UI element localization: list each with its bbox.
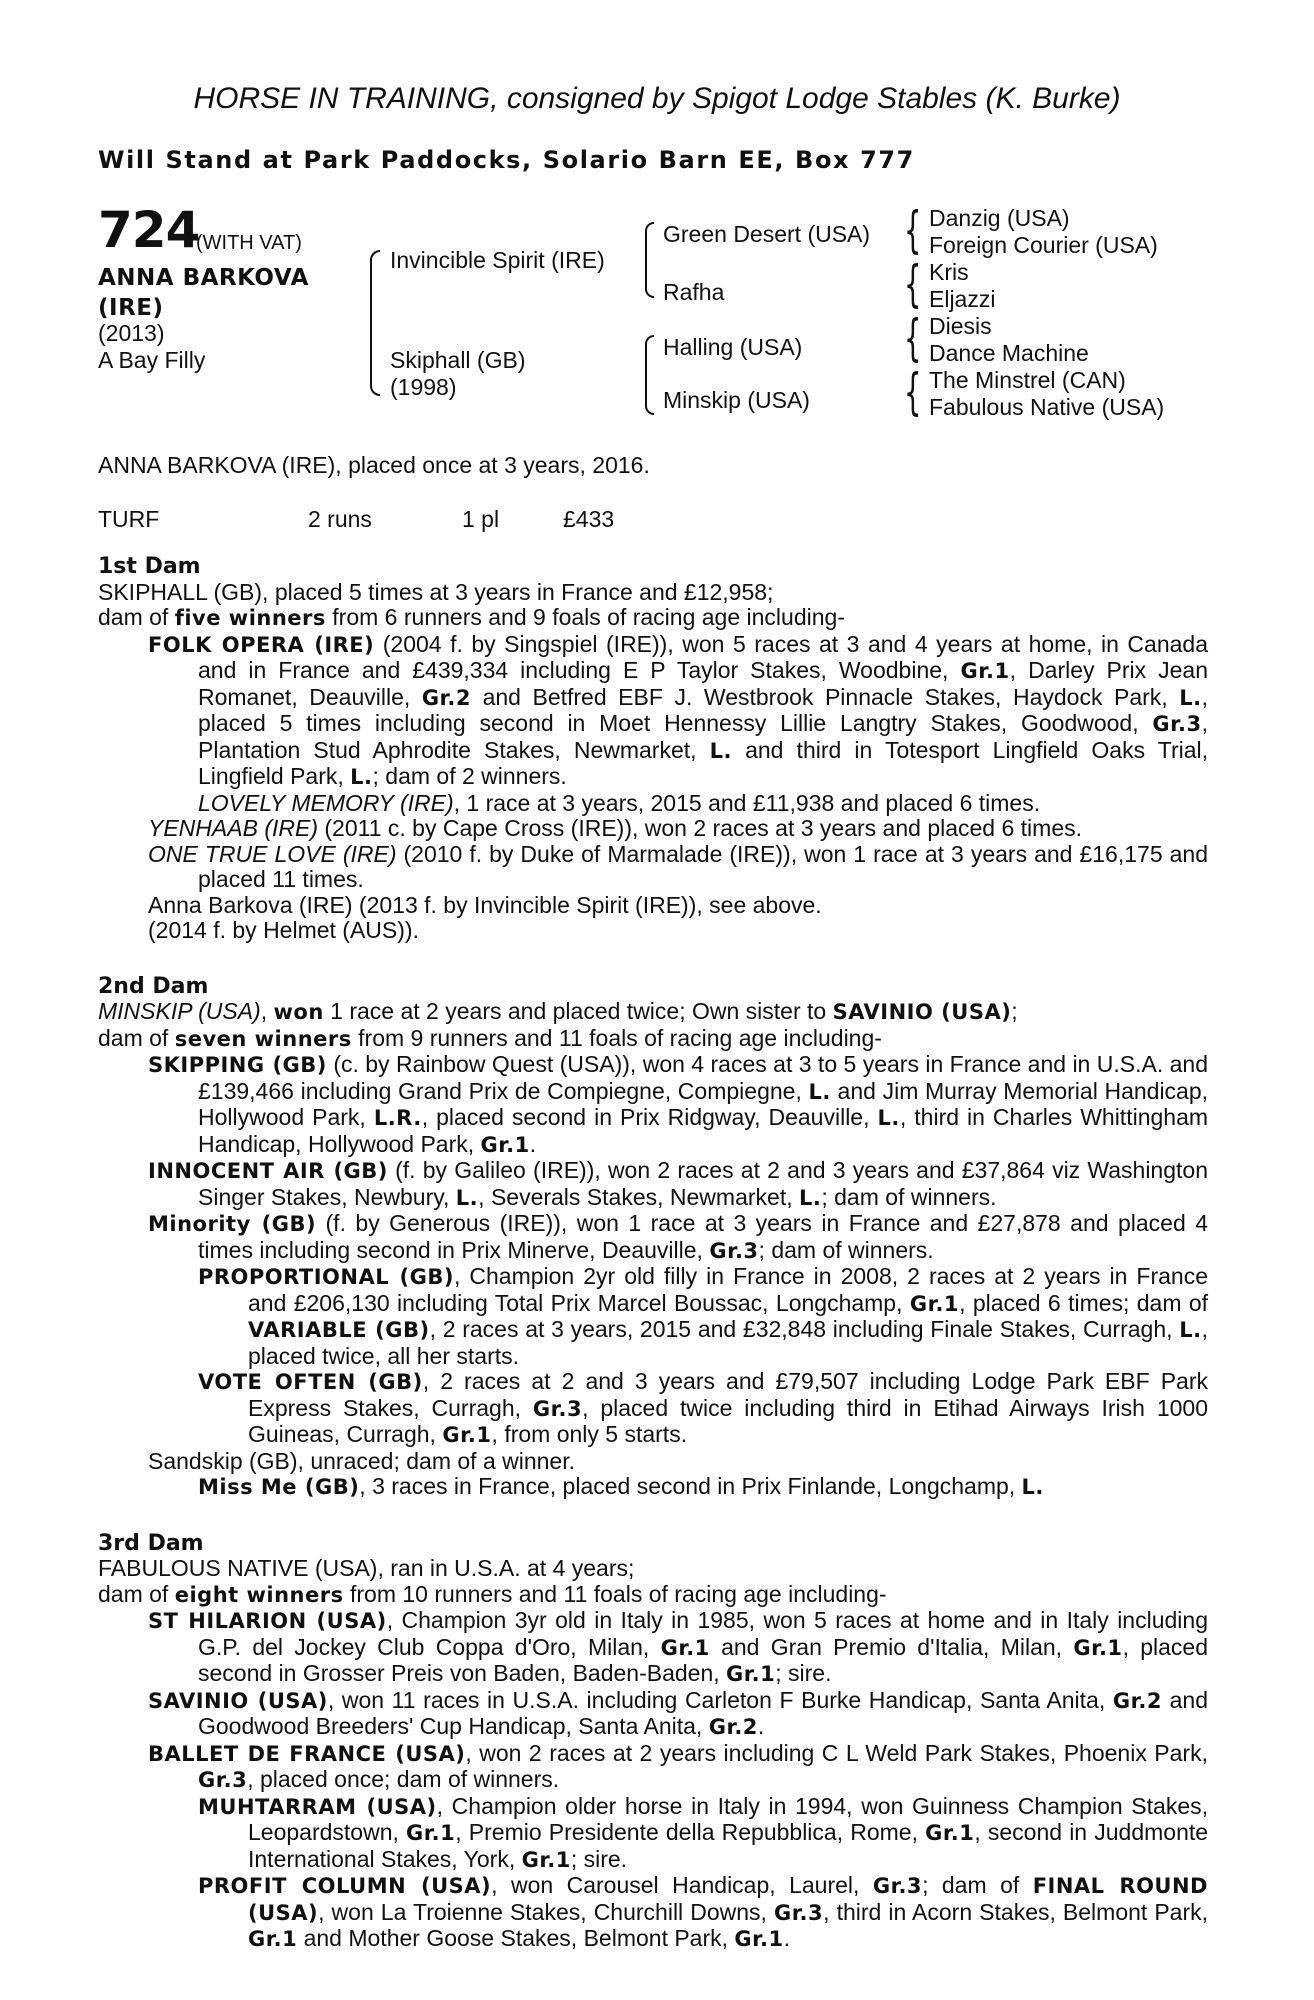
pedigree-dam-year: (1998) — [390, 374, 457, 400]
pedigree-gg-5: Diesis — [929, 313, 992, 339]
pedigree-dam-sire: Halling (USA) — [663, 334, 803, 360]
dam3-ballet-de-france: BALLET DE FRANCE (USA), won 2 races at 2 years including C L Weld Park Stakes, Phoenix Park, Gr.3, placed once; dam of winners. — [148, 1739, 1208, 1792]
pedigree-brace-4: { — [904, 363, 922, 421]
dam3-st-hilarion: ST HILARION (USA), Champion 3yr old in Italy in 1985, won 5 races at home and in Italy including G.P. del Jockey Club Coppa d'Oro, Milan, Gr.1 and Gran Premio d'Italia, Milan, Gr.1, placed second in Grosser Preis von Baden, Baden-Baden, Gr.1; sire. — [148, 1607, 1209, 1686]
stand-location: Will Stand at Park Paddocks, Solario Barn EE, Box 777 — [98, 146, 915, 174]
pedigree-gg-6: Dance Machine — [929, 340, 1089, 366]
dam3-savinio: SAVINIO (USA), won 11 races in U.S.A. including Carleton F Burke Handicap, Santa Anita, Gr.2 and Goodwood Breeders' Cup Handicap, Santa Anita, Gr.2. — [148, 1686, 1209, 1739]
horse-name-line2: (IRE) — [98, 295, 164, 321]
horse-description: A Bay Filly — [98, 347, 206, 373]
pedigree-dam: Skiphall (GB) — [390, 347, 526, 373]
turf-runs: 2 runs — [308, 506, 372, 532]
horse-year: (2013) — [98, 320, 165, 346]
pedigree-sire-dam: Rafha — [663, 279, 725, 305]
consignment-line: HORSE IN TRAINING, consigned by Spigot Lodge Stables (K. Burke) — [193, 82, 1121, 115]
dam3-muhtarram: MUHTARRAM (USA), Champion older horse in Italy in 1994, won Guinness Champion Stakes, Leopardstown, Gr.1, Premio Presidente della Repubblica, Rome, Gr.1, second in Juddmonte International Stakes, York, Gr.1; sire. — [198, 1792, 1209, 1872]
vat-label: (WITH VAT) — [196, 232, 302, 254]
horse-name-line1: ANNA BARKOVA — [98, 265, 309, 291]
pedigree-brace-2: { — [904, 255, 922, 313]
pedigree-brace-3: { — [904, 309, 922, 367]
dam2-heading: 2nd Dam — [98, 973, 209, 999]
dam2-innocent-air: INNOCENT AIR (GB) (f. by Galileo (IRE)), won 2 races at 2 and 3 years and £37,864 viz Washington Singer Stakes, Newbury, L., Severals Stakes, Newmarket, L.; dam of winners. — [148, 1157, 1208, 1210]
dam1-heading: 1st Dam — [98, 554, 201, 579]
dam1-one-true-love: ONE TRUE LOVE (IRE) (2010 f. by Duke of Marmalade (IRE)), won 1 race at 3 years and £16,175 and placed 11 times. — [148, 840, 1208, 892]
pedigree-gg-4: Eljazzi — [929, 286, 996, 312]
dam2-intro: MINSKIP (USA), won 1 race at 2 years and placed twice; Own sister to SAVINIO (USA); — [98, 998, 1018, 1024]
dam1-2014-foal: (2014 f. by Helmet (AUS)). — [148, 917, 419, 943]
dam-records — [98, 554, 1208, 1953]
dam2-vote-often: VOTE OFTEN (GB), 2 races at 2 and 3 years and £79,507 including Lodge Park EBF Park Express Stakes, Curragh, Gr.3, placed twice including third in Etihad Airways Irish 1000 Guineas, Curragh, Gr.1, from only 5 starts. — [198, 1368, 1208, 1447]
dam2-minority: Minority (GB) (f. by Generous (IRE)), won 1 race at 3 years in France and £27,878 and placed 4 times including second in Prix Minerve, Deauville, Gr.3; dam of winners. — [148, 1210, 1208, 1263]
dam3-heading: 3rd Dam — [98, 1530, 204, 1556]
pedigree-gg-1: Danzig (USA) — [929, 205, 1070, 231]
dam3-profit-column: PROFIT COLUMN (USA), won Carousel Handicap, Laurel, Gr.3; dam of FINAL ROUND (USA), won La Troienne Stakes, Churchill Downs, Gr.3, third in Acorn Stakes, Belmont Park, Gr.1 and Mother Goose Stakes, Belmont Park, Gr.1. — [198, 1872, 1209, 1951]
turf-earnings: £433 — [563, 506, 615, 532]
pedigree-dam-dam: Minskip (USA) — [663, 387, 810, 413]
pedigree-gg-7: The Minstrel (CAN) — [929, 367, 1126, 393]
dam2-sandskip: Sandskip (GB), unraced; dam of a winner. — [148, 1447, 575, 1474]
dam2-proportional: PROPORTIONAL (GB), Champion 2yr old filly in France in 2008, 2 races at 2 years in France and £206,130 including Total Prix Marcel Boussac, Longchamp, Gr.1, placed 6 times; dam of VARIABLE (GB), 2 races at 3 years, 2015 and £32,848 including Finale Stakes, Curragh, L., placed twice, all her starts. — [198, 1263, 1209, 1369]
dam2-skipping: SKIPPING (GB) (c. by Rainbow Quest (USA)), won 4 races at 3 to 5 years in France and in U.S.A. and £139,466 including Grand Prix de Compiegne, Compiegne, L. and Jim Murray Memorial Handicap, Hollywood Park, L.R., placed second in Prix Ridgway, Deauville, L., third in Charles Whittingham Handicap, Hollywood Park, Gr.1. — [148, 1051, 1209, 1157]
pedigree-sire-sire: Green Desert (USA) — [663, 221, 871, 247]
dam3-produce-summary: dam of eight winners from 10 runners and 11 foals of racing age including- — [98, 1580, 887, 1607]
dam1-yenhaab: YENHAAB (IRE) (2011 c. by Cape Cross (IRE)), won 2 races at 3 years and placed 6 times. — [148, 815, 1083, 841]
pedigree-bracket-sire — [645, 222, 654, 298]
pedigree-bracket-main — [370, 250, 380, 396]
turf-placed: 1 pl — [462, 506, 500, 532]
dam2-produce-summary: dam of seven winners from 9 runners and 11 foals of racing age including- — [98, 1024, 882, 1051]
horse-name — [98, 263, 309, 323]
dam1-lovely-memory: LOVELY MEMORY (IRE), 1 race at 3 years, 2015 and £11,938 and placed 6 times. — [198, 789, 1041, 816]
horse-info — [98, 320, 205, 374]
turf-surface: TURF — [98, 506, 160, 532]
pedigree-gg-3: Kris — [929, 259, 969, 285]
pedigree-gg-2: Foreign Courier (USA) — [929, 232, 1158, 258]
dam1-folk-opera: FOLK OPERA (IRE) (2004 f. by Singspiel (IRE)), won 5 races at 3 and 4 years at home, in Canada and in France and £439,334 including E P Taylor Stakes, Woodbine, Gr.1, Darley Prix Jean Romanet, Deauville, Gr.2 and Betfred EBF J. Westbrook Pinnacle Stakes, Haydock Park, L., placed 5 times including second in Moet Hennessy Lillie Langtry Stakes, Goodwood, Gr.3, Plantation Stud Aphrodite Stakes, Newmarket, L. and third in Totesport Lingfield Oaks Trial, Lingfield Park, L.; dam of 2 winners. — [148, 630, 1209, 789]
pedigree-brace-1: { — [904, 201, 922, 259]
pedigree-gg-8: Fabulous Native (USA) — [929, 394, 1165, 420]
pedigree-bracket-dam — [645, 335, 654, 415]
lot-number: 724 — [98, 201, 200, 259]
dam1-intro: SKIPHALL (GB), placed 5 times at 3 years in France and £12,958; — [98, 578, 774, 605]
dam2-miss-me: Miss Me (GB), 3 races in France, placed second in Prix Finlande, Longchamp, L. — [198, 1473, 1044, 1499]
race-summary: ANNA BARKOVA (IRE), placed once at 3 years, 2016. — [98, 452, 650, 478]
pedigree-sire: Invincible Spirit (IRE) — [390, 247, 605, 273]
dam3-intro: FABULOUS NATIVE (USA), ran in U.S.A. at 4 years; — [98, 1555, 635, 1581]
dam1-anna-barkova: Anna Barkova (IRE) (2013 f. by Invincible Spirit (IRE)), see above. — [148, 891, 822, 918]
dam1-produce-summary: dam of five winners from 6 runners and 9 foals of racing age including- — [98, 604, 845, 630]
